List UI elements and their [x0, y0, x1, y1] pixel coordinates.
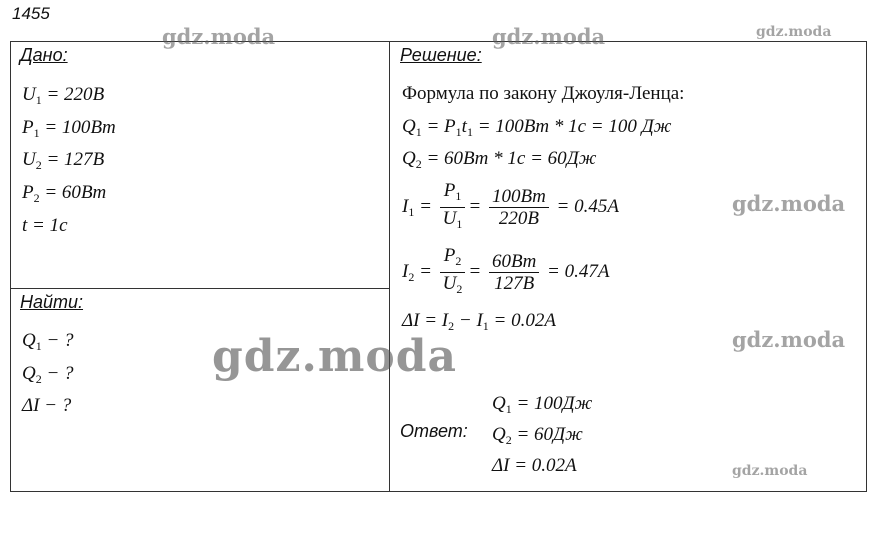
given-row: t = 1c — [22, 215, 68, 236]
find-row: ΔI − ? — [22, 395, 72, 416]
given-row: $U_2 = 127B$ — [22, 149, 105, 172]
watermark: gdz.moda — [756, 24, 832, 40]
i1-fraction-numeric: $\frac{100Bm}{220B}$ — [489, 186, 549, 229]
column-divider — [389, 41, 390, 492]
row-divider — [10, 288, 390, 289]
q2-equation: $Q_2 = 60Bm * 1c = 60Дж$ — [402, 148, 597, 171]
problem-number: 1455 — [12, 4, 50, 23]
answer-row: ΔI = 0.02A — [492, 455, 577, 476]
find-row: $Q_2$ − ? — [22, 363, 74, 386]
given-heading: Дано: — [20, 45, 68, 65]
delta-i-equation: $\Delta I = I_2 - I_1 = 0.02A$ — [402, 310, 556, 333]
watermark: gdz.moda — [732, 327, 846, 352]
given-row: $P_2 = 60Bm$ — [22, 182, 107, 205]
find-row: $Q_1$ − ? — [22, 330, 74, 353]
i1-equation: $I_1$ = $\frac{P_1}{U_1}$ = $\frac{100Bm}{220B}$ = 0.45A — [402, 180, 619, 235]
watermark: gdz.moda — [492, 24, 606, 49]
answer-label: Ответ: — [400, 421, 468, 441]
given-row: $U_1 = 220B$ — [22, 84, 105, 107]
given-row: $P_1 = 100Bm$ — [22, 117, 116, 140]
watermark: gdz.moda — [732, 463, 808, 479]
answer-row: $Q_2 = 60Дж$ — [492, 424, 583, 447]
i2-equation: $I_2$ = $\frac{P_2}{U_2}$ = $\frac{60Bm}{127B}$ = 0.47A — [402, 245, 609, 300]
law-intro: Формула по закону Джоуля-Ленца: — [402, 83, 685, 104]
solution-heading: Решение: — [400, 45, 482, 65]
i2-fraction-numeric: $\frac{60Bm}{127B}$ — [489, 251, 539, 294]
watermark: gdz.moda — [212, 331, 458, 382]
i2-fraction-symbolic: $\frac{P_2}{U_2}$ — [440, 245, 466, 300]
answer-row: $Q_1 = 100Дж$ — [492, 393, 593, 416]
find-heading: Найти: — [20, 292, 84, 312]
watermark: gdz.moda — [162, 24, 276, 49]
watermark: gdz.moda — [732, 191, 846, 216]
q1-equation: $Q_1 = P_1t_1 = 100Bm * 1c = 100$ Дж — [402, 116, 672, 139]
i1-fraction-symbolic: $\frac{P_1}{U_1}$ — [440, 180, 466, 235]
